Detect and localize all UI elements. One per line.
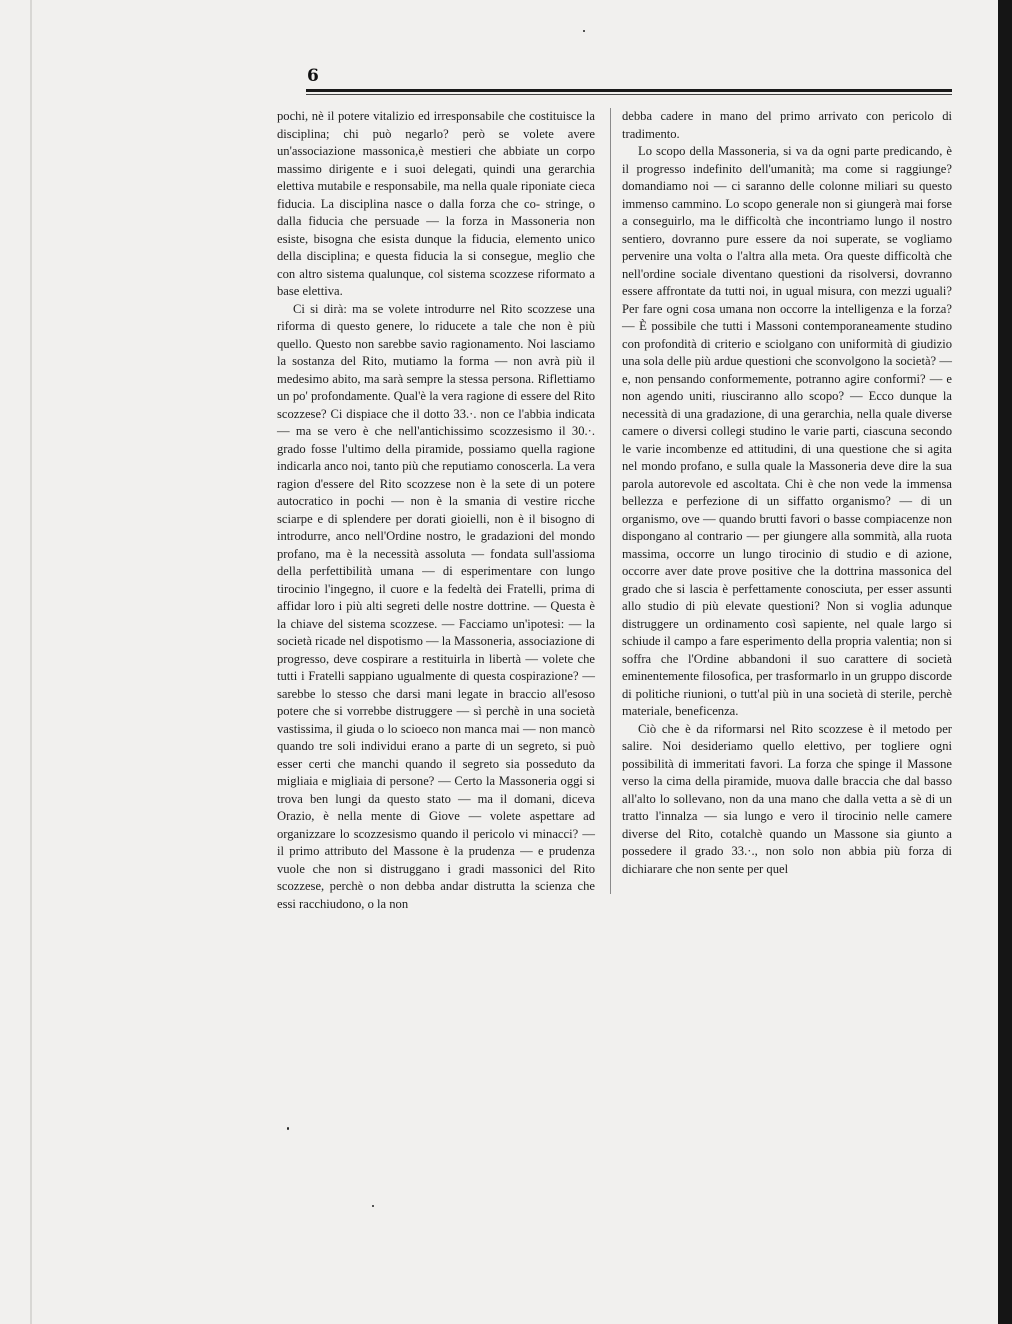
- paragraph: pochi, nè il potere vitalizio ed irresponsabile che costituisce la disciplina; chi può negarlo? però se volete avere un'associazione massonica,è mestieri che abbiate un corpo massimo dirigente e i suoi delegati, quindi una gerarchia elettiva mutabile e responsabile, ma nella quale riponiate cieca fiducia. La disciplina nasce o dalla forza che co- stringe, o dalla fiducia che persuade — la forza in Massoneria non esiste, bisogna che esista dunque la fiducia, elemento unico della disciplina; e questa fiducia la si consegue, meglio che con altro sistema qualunque, col sistema scozzese riformato a base elettiva.: [277, 109, 595, 298]
- page-number: 6: [307, 66, 319, 86]
- text-column-right: [622, 108, 952, 878]
- paragraph: Lo scopo della Massoneria, si va da ogni parte predicando, è il progresso indefinito dell'umanità; ma come si raggiunge? domandiamo noi — ci saranno delle colonne miliari su questo immenso cammino. Lo scopo generale non si giungerà mai forse a conseguirlo, ma le difficoltà che incontriamo lungo il nostro sentiero, dovranno pure essere da noi superate, se vogliamo pervenire una volta o l'altra alla meta. Ora queste difficoltà che nell'ordine sociale diventano questioni da risolversi, dovranno essere affrontate da tutti noi, in ugual misura, con mezzi uguali? Per fare ogni cosa umana non occorre la intelligenza e la forza? — È possibile che tutti i Massoni contemporaneamente studino con profondità di criterio e sciolgano con uniformità di giudizio una sola delle più ardue questioni che sconvolgono la società? — e, non pensando conformemente, potranno agire conformi? — e non agendo uniti, riusciranno allo scopo? — Ecco dunque la necessità di una gradazione, di una gerarchia, nella quale diverse camere o diversi collegi studino le varie parti, ciascuna secondo le varie incombenze ed attitudini, di una questione che si agita nel mondo profano, e sulla quale la Massoneria deve dire la sua parola autorevole ed ascoltata. Chi è che non vede la immensa bellezza e perfezione di un siffatto organismo? — di un organismo, ove — quando brutti favori o basse compiacenze non dispongano al contrario — per giungere alla sommità, alla ruota massima, occorre un lungo tirocinio di studio e di azione, occorre aver date prove positive che la dottrina massonica del grado che si lascia è perfettamente conosciuta, per esser assunti allo studio di più elevate questioni? Non si voglia adunque distruggere un ordinamento così sapiente, nel quale largo si schiude il campo a fare esperimento della propria valentia; non si soffra che l'Ordine abbandoni il suo carattere di società eminentemente filosofica, per trasformarlo in un gruppo discorde di politiche riunioni, o tutt'al più in una società di sterile, perchè materiale, beneficenza.: [622, 144, 952, 718]
- scan-edge: [998, 0, 1012, 1324]
- paragraph: Ci si dirà: ma se volete introdurre nel Rito scozzese una riforma di questo genere, lo riducete a tale che non è più quello. Questo non sarebbe savio ragionamento. Noi lasciamo la sostanza del Rito, mutiamo la forma — non avrà più il medesimo abito, ma sarà sempre la stessa persona. Riflettiamo un po' profondamente. Qual'è la vera ragione di essere del Rito scozzese? Ci dispiace che il dotto 33.·. non ce l'abbia indicata — ma se vero è che nell'antichissimo scozzesismo il 30.·. grado fosse l'ultimo della piramide, possiamo quella ragione indicarla anco noi, tanto più che reputiamo conoscerla. La vera ragion d'essere del Rito scozzese non è la sete di un potere autocratico in pochi — non è la smania di vestire ricche sciarpe e di splendere per dorati gioielli, non è il bisogno di introdurre, anco nell'Ordine nostro, le gradazioni del mondo profano, ma è la necessità assoluta — fondata sull'assioma della perfettibilità umana — di esperimentare con lungo tirocinio l'ingegno, il cuore e la fedeltà dei Fratelli, prima di affidar loro i più alti segreti delle nostre dottrine. — Questa è la chiave del sistema scozzese. — Facciamo un'ipotesi: — la società ricade nel dispotismo — la Massoneria, associazione di progresso, deve cospirare a restituirla in libertà — volete che tutti i Fratelli sappiano ugualmente di questa cospirazione? — sarebbe lo stesso che darsi mani legate in braccio all'esoso potere che si vorrebbe distruggere — sì perchè in una società vastissima, il giuda o lo scioeco non manca mai — non mancò quando tre soli individui erano a parte di un segreto, si può esser certi che manchi quando il segreto sia posseduto da migliaia e migliaia di persone? — Certo la Massoneria oggi si trova ben lungi da questo stato — ma il domani, diceva Orazio, è nella mente di Giove — volete aspettare ad organizzare lo scozzesismo quando il pericolo vi minacci? — il primo attributo del Massone è la prudenza — e prudenza vuole che non si distruggano i gradi massonici del Rito scozzese, perchè o non debba andar distrutta la scienza che essi racchiudono, o la non: [277, 301, 595, 911]
- header-rule: [306, 89, 952, 92]
- ink-speck: [372, 1205, 374, 1207]
- text-column-left: [277, 108, 595, 913]
- page-fold-shadow: [30, 0, 32, 1324]
- ink-speck: [287, 1127, 289, 1130]
- header-rule-thin: [306, 94, 952, 95]
- column-divider: [610, 108, 611, 894]
- paragraph: debba cadere in mano del primo arrivato con pericolo di tradimento.: [622, 109, 952, 141]
- paragraph: Ciò che è da riformarsi nel Rito scozzese è il metodo per salire. Noi desideriamo quello elettivo, per togliere ogni possibilità di immeritati favori. La forza che spinge il Massone verso la cima della piramide, muova dalle braccia che dal basso all'alto lo sollevano, non da una mano che dalla vetta a sè di un tratto l'innalza — sia lungo e vero il tirocinio nelle camere diverse del Rito, cotalchè quando un Massone sia giunto a possedere il grado 33.·., non solo non abbia più forza di dichiarare che non sente per quel: [622, 721, 952, 876]
- ink-speck: [583, 30, 585, 32]
